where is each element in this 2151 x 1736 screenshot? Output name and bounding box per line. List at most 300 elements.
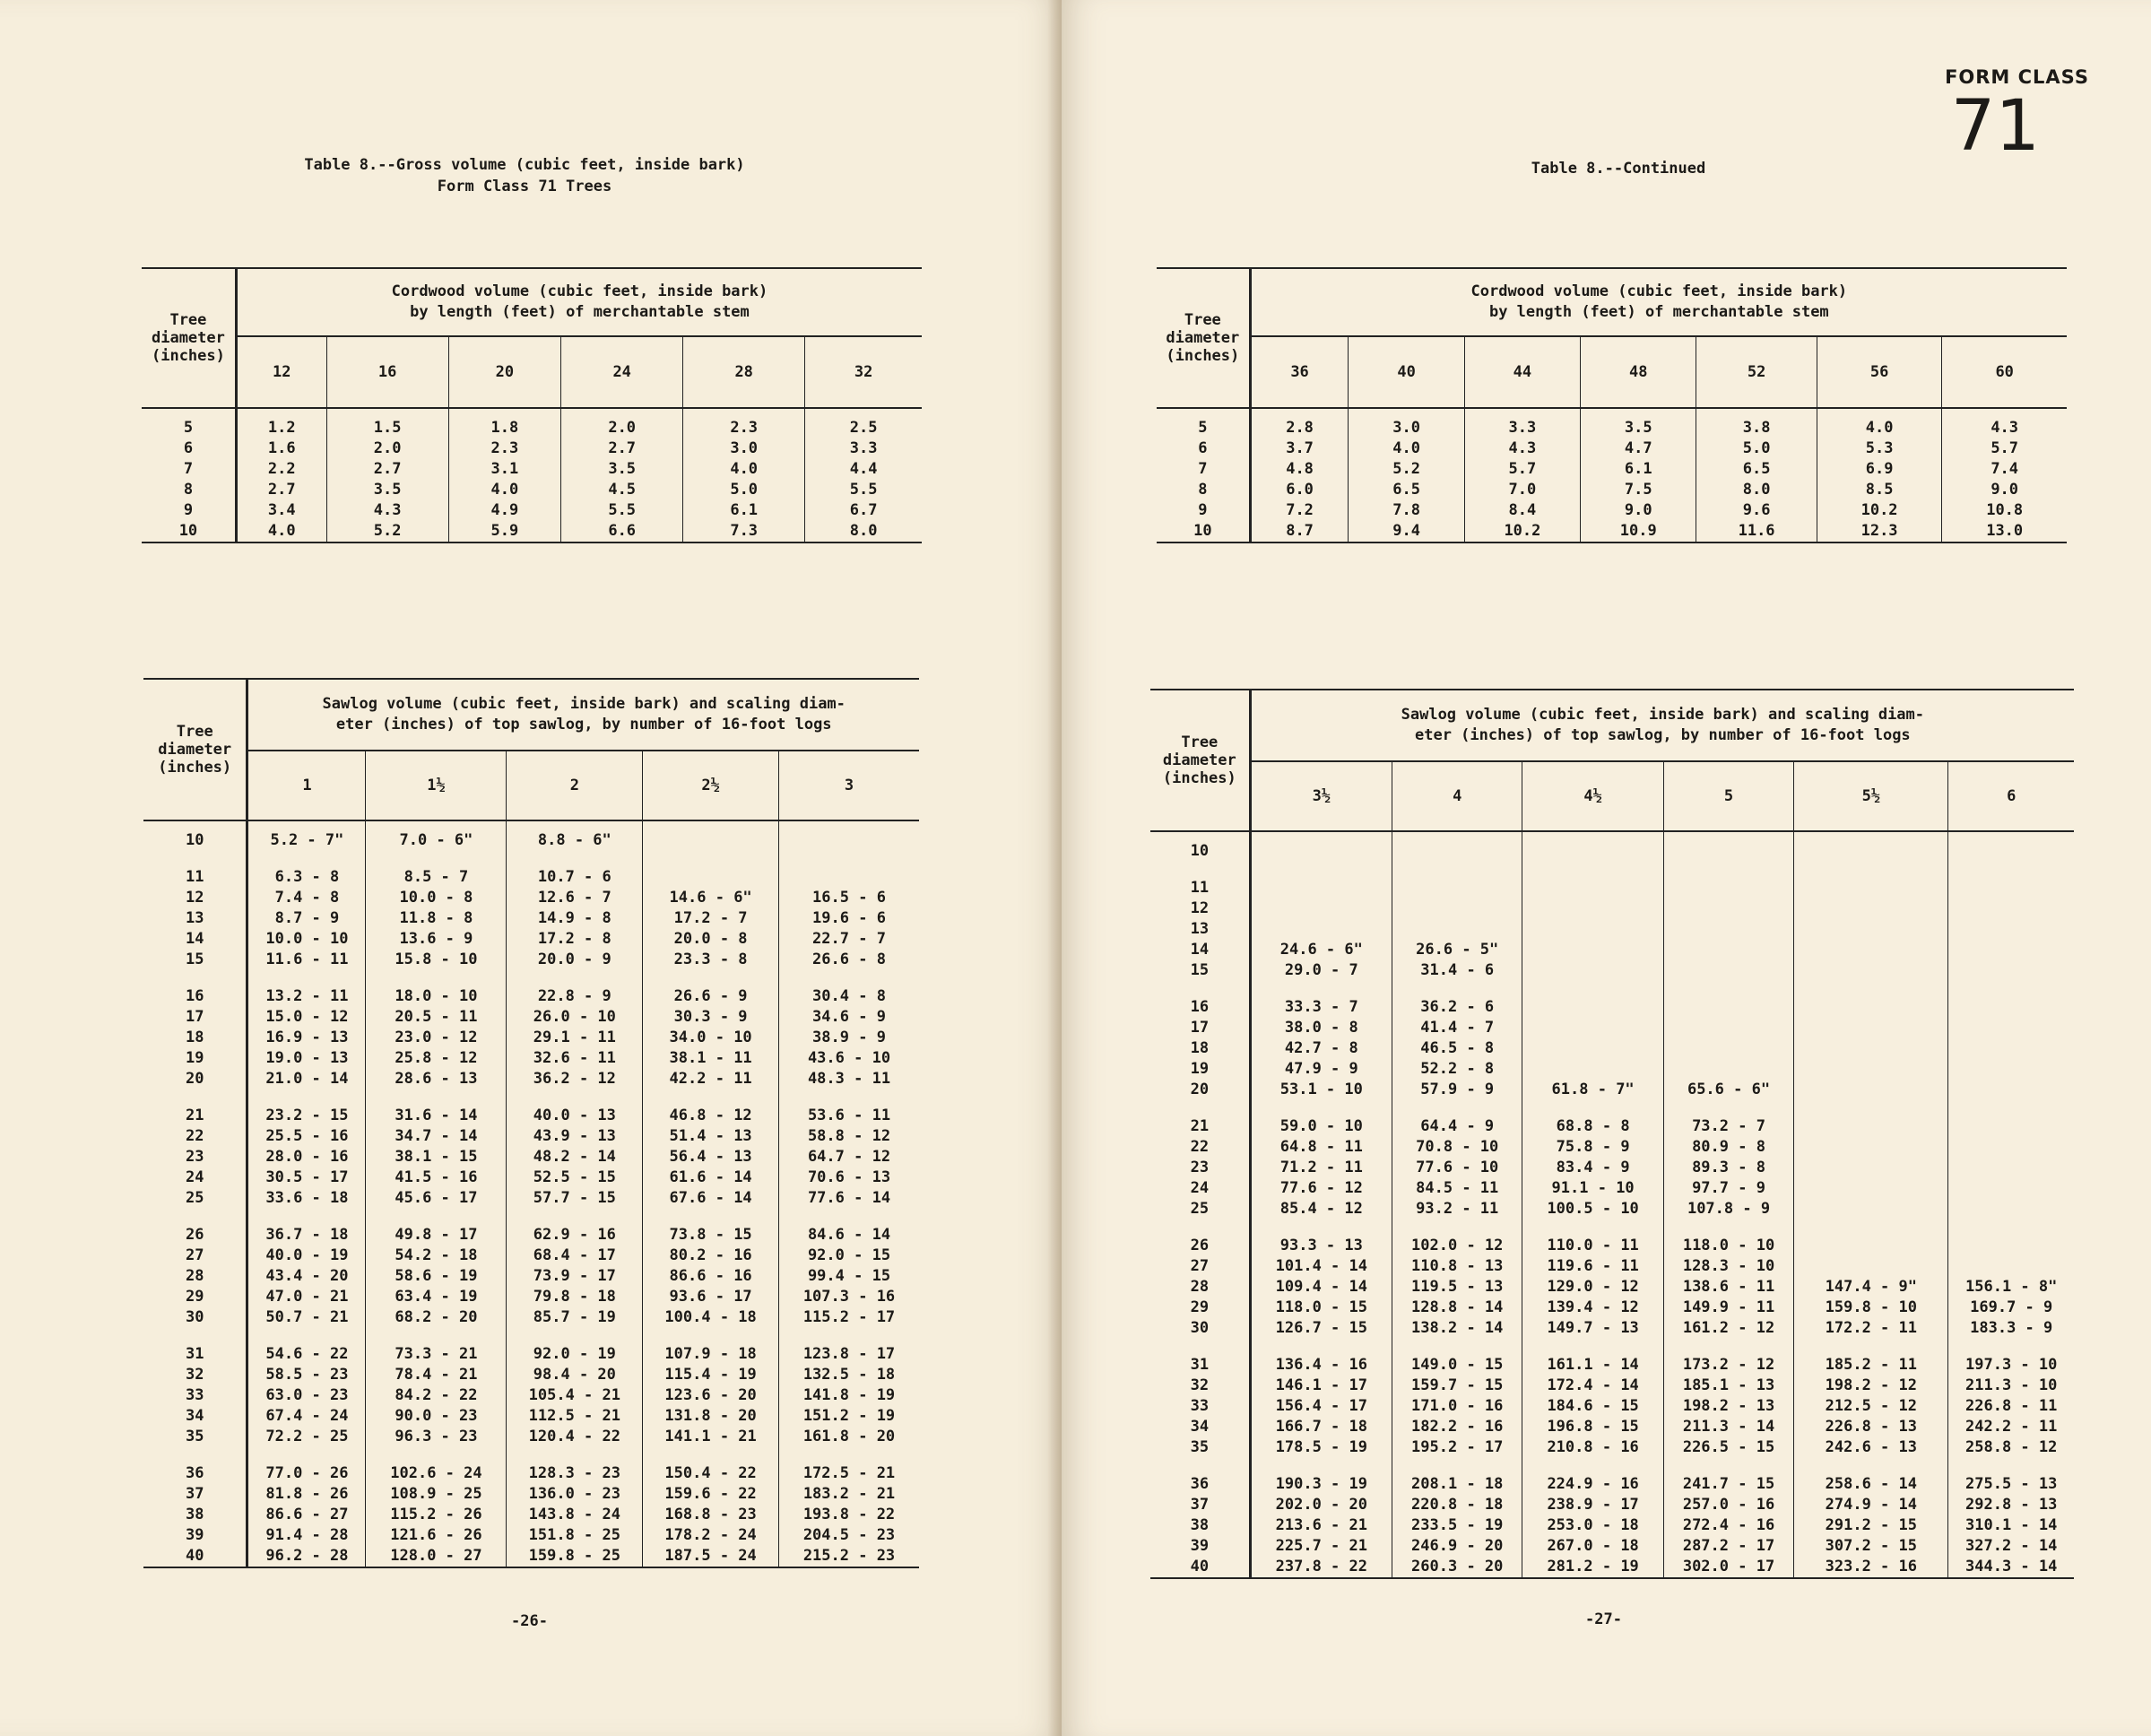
row-header-tree-diameter: Tree diameter (inches) [1157, 268, 1250, 408]
tree-diameter-cell: 36 [143, 1463, 247, 1484]
volume-cell: 101.4 - 14 [1275, 1257, 1367, 1275]
volume-cell: 52.2 - 8 [1392, 1059, 1522, 1080]
column-header: 48 [1581, 336, 1696, 408]
column-header: 12 [236, 336, 326, 408]
volume-cell: 11.6 [1696, 521, 1817, 542]
volume-cell: 242.6 - 13 [1794, 1437, 1948, 1458]
spacer-cell [1948, 1220, 2074, 1236]
spacer-cell [507, 1209, 643, 1225]
volume-cell: 151.8 - 25 [507, 1525, 643, 1546]
tree-diameter-cell: 16 [1150, 997, 1250, 1018]
volume-cell: 5.5 [561, 500, 683, 521]
spacer-cell [247, 970, 366, 986]
spacer-cell [1250, 981, 1392, 997]
column-header: 28 [683, 336, 805, 408]
volume-cell: 38.1 - 11 [643, 1048, 779, 1069]
table-row [1150, 1396, 2074, 1417]
spacer-cell [1794, 981, 1948, 997]
volume-cell [1794, 919, 1948, 940]
table-row [143, 908, 919, 929]
spacer-cell [1794, 862, 1948, 878]
volume-cell [1522, 919, 1663, 940]
volume-cell: 67.4 - 24 [265, 1407, 349, 1425]
tree-diameter-cell: 11 [143, 867, 247, 888]
volume-cell: 16.9 - 13 [265, 1029, 349, 1046]
volume-cell: 2.0 [561, 408, 683, 438]
spacer-cell [1150, 1458, 1250, 1474]
spacer-cell [1948, 981, 2074, 997]
volume-cell: 59.0 - 10 [1279, 1117, 1363, 1135]
volume-cell: 1.5 [326, 408, 448, 438]
page-number: -26- [511, 1612, 548, 1630]
volume-cell: 6.7 [805, 500, 922, 521]
volume-cell: 42.7 - 8 [1284, 1039, 1358, 1057]
row-group-spacer [1150, 862, 2074, 878]
volume-cell: 72.2 - 25 [265, 1428, 349, 1445]
tree-diameter-cell: 15 [143, 950, 247, 970]
volume-cell: 2.7 [267, 481, 296, 499]
volume-cell: 107.3 - 16 [779, 1287, 920, 1307]
volume-cell [1663, 1038, 1793, 1059]
volume-cell: 70.6 - 13 [779, 1167, 920, 1188]
table-row [1150, 1080, 2074, 1100]
tree-diameter-cell: 9 [1157, 500, 1250, 521]
volume-cell: 4.0 [448, 480, 561, 500]
table-row [1157, 521, 2067, 542]
volume-cell: 6.1 [1581, 459, 1696, 480]
volume-cell: 10.0 - 10 [265, 930, 349, 948]
volume-cell [1522, 1018, 1663, 1038]
table-row [143, 888, 919, 908]
tree-diameter-cell: 31 [1150, 1355, 1250, 1376]
table-row [1150, 997, 2074, 1018]
volume-cell [1522, 940, 1663, 960]
tree-diameter-cell: 17 [1150, 1018, 1250, 1038]
volume-cell [1948, 1059, 2074, 1080]
volume-cell: 62.9 - 16 [507, 1225, 643, 1246]
spacer-cell [366, 851, 507, 867]
row-header-tree-diameter: Tree diameter (inches) [143, 679, 247, 820]
volume-cell: 307.2 - 15 [1794, 1536, 1948, 1557]
tree-diameter-cell: 26 [143, 1225, 247, 1246]
volume-cell: 31.4 - 6 [1392, 960, 1522, 981]
volume-cell: 7.3 [683, 521, 805, 542]
volume-cell [1663, 997, 1793, 1018]
table-row [142, 408, 922, 438]
volume-cell [1794, 1038, 1948, 1059]
spacer-cell [1794, 1220, 1948, 1236]
volume-cell: 128.8 - 14 [1392, 1298, 1522, 1318]
volume-cell: 84.6 - 14 [779, 1225, 920, 1246]
volume-cell: 6.1 [683, 500, 805, 521]
volume-cell [1948, 1116, 2074, 1137]
volume-cell: 34.7 - 14 [366, 1126, 507, 1147]
volume-cell: 99.4 - 15 [779, 1266, 920, 1287]
volume-cell: 23.0 - 12 [366, 1028, 507, 1048]
tree-diameter-cell: 21 [1150, 1116, 1250, 1137]
tree-diameter-cell: 39 [1150, 1536, 1250, 1557]
volume-cell: 5.2 [326, 521, 448, 542]
volume-cell: 86.6 - 27 [265, 1506, 349, 1523]
tree-diameter-cell: 37 [143, 1484, 247, 1505]
volume-cell: 159.8 - 10 [1794, 1298, 1948, 1318]
volume-cell: 258.6 - 14 [1794, 1474, 1948, 1495]
volume-cell: 267.0 - 18 [1522, 1536, 1663, 1557]
volume-cell: 281.2 - 19 [1522, 1557, 1663, 1578]
spacer-cell [143, 1328, 247, 1344]
volume-cell: 220.8 - 18 [1392, 1495, 1522, 1515]
volume-cell: 34.0 - 10 [643, 1028, 779, 1048]
volume-cell: 30.3 - 9 [643, 1007, 779, 1028]
volume-cell: 96.2 - 28 [247, 1546, 366, 1567]
volume-cell: 178.2 - 24 [643, 1525, 779, 1546]
volume-cell: 108.9 - 25 [366, 1484, 507, 1505]
volume-cell: 105.4 - 21 [507, 1385, 643, 1406]
volume-cell: 4.0 [1817, 408, 1942, 438]
table-row [1150, 1495, 2074, 1515]
volume-cell [1948, 1178, 2074, 1199]
volume-cell [643, 867, 779, 888]
volume-cell: 183.2 - 21 [779, 1484, 920, 1505]
volume-cell: 8.0 [1696, 480, 1817, 500]
volume-cell: 2.7 [561, 438, 683, 459]
volume-cell: 91.1 - 10 [1522, 1178, 1663, 1199]
volume-cell: 67.6 - 14 [643, 1188, 779, 1209]
table-row [143, 1505, 919, 1525]
tree-diameter-cell: 32 [143, 1365, 247, 1385]
spacer-cell [143, 1209, 247, 1225]
column-header: 4½ [1522, 761, 1663, 831]
volume-cell: 2.0 [326, 438, 448, 459]
table-row [1150, 1298, 2074, 1318]
volume-cell [1522, 878, 1663, 898]
tree-diameter-cell: 10 [142, 521, 236, 542]
volume-cell: 1.6 [267, 439, 296, 457]
group-header: Cordwood volume (cubic feet, inside bark) by length (feet) of merchantable stem [236, 268, 922, 336]
volume-cell [1663, 831, 1793, 862]
volume-cell: 11.8 - 8 [366, 908, 507, 929]
volume-cell: 171.0 - 16 [1392, 1396, 1522, 1417]
volume-cell: 33.6 - 18 [265, 1189, 349, 1207]
column-header: 44 [1464, 336, 1580, 408]
table-row [1150, 831, 2074, 862]
table-row [1150, 1277, 2074, 1298]
volume-cell: 141.8 - 19 [779, 1385, 920, 1406]
volume-cell: 98.4 - 20 [507, 1365, 643, 1385]
volume-cell: 5.7 [1942, 438, 2067, 459]
table-row [143, 1246, 919, 1266]
volume-cell: 63.4 - 19 [366, 1287, 507, 1307]
volume-cell [1794, 898, 1948, 919]
volume-cell: 128.3 - 23 [507, 1463, 643, 1484]
volume-cell: 61.6 - 14 [643, 1167, 779, 1188]
column-header: 2 [507, 751, 643, 820]
volume-cell: 2.7 [326, 459, 448, 480]
volume-cell: 32.6 - 11 [507, 1048, 643, 1069]
spacer-cell [247, 1209, 366, 1225]
volume-cell: 45.6 - 17 [366, 1188, 507, 1209]
volume-cell: 241.7 - 15 [1663, 1474, 1793, 1495]
volume-cell: 10.9 [1581, 521, 1696, 542]
spacer-cell [507, 1089, 643, 1106]
table-row [143, 1028, 919, 1048]
volume-cell: 7.0 - 6" [366, 820, 507, 851]
spacer-cell [143, 970, 247, 986]
volume-cell: 36.2 - 12 [507, 1069, 643, 1089]
spacer-cell [779, 1447, 920, 1463]
volume-cell: 29.1 - 11 [507, 1028, 643, 1048]
volume-cell [1948, 831, 2074, 862]
spacer-cell [643, 851, 779, 867]
volume-cell: 28.6 - 13 [366, 1069, 507, 1089]
volume-cell: 149.9 - 11 [1663, 1298, 1793, 1318]
volume-cell: 10.0 - 8 [366, 888, 507, 908]
volume-cell: 197.3 - 10 [1948, 1355, 2074, 1376]
volume-cell: 91.4 - 28 [265, 1526, 349, 1544]
volume-cell: 4.3 [1942, 408, 2067, 438]
volume-cell: 46.8 - 12 [643, 1106, 779, 1126]
table-row [1150, 1236, 2074, 1256]
volume-cell: 237.8 - 22 [1250, 1557, 1392, 1578]
spacer-cell [1250, 862, 1392, 878]
volume-cell [1663, 878, 1793, 898]
volume-cell: 274.9 - 14 [1794, 1495, 1948, 1515]
volume-cell [1948, 997, 2074, 1018]
volume-cell: 172.4 - 14 [1522, 1376, 1663, 1396]
volume-cell: 136.4 - 16 [1275, 1356, 1367, 1374]
volume-cell [1948, 1256, 2074, 1277]
volume-cell: 30.5 - 17 [265, 1168, 349, 1186]
volume-cell: 17.2 - 7 [643, 908, 779, 929]
volume-cell: 172.5 - 21 [779, 1463, 920, 1484]
volume-cell: 28.0 - 16 [265, 1148, 349, 1166]
volume-cell: 71.2 - 11 [1279, 1159, 1363, 1176]
column-header: 5 [1663, 761, 1793, 831]
row-group-spacer [143, 1209, 919, 1225]
volume-cell: 25.8 - 12 [366, 1048, 507, 1069]
volume-cell: 10.2 [1464, 521, 1580, 542]
row-group-spacer [143, 1089, 919, 1106]
volume-cell [1794, 1116, 1948, 1137]
volume-cell: 80.9 - 8 [1663, 1137, 1793, 1158]
table-row [1150, 960, 2074, 981]
volume-cell: 6.3 - 8 [274, 868, 340, 886]
volume-cell [1794, 1256, 1948, 1277]
volume-cell: 7.5 [1581, 480, 1696, 500]
table-row [143, 1007, 919, 1028]
row-group-spacer [1150, 1339, 2074, 1355]
tree-diameter-cell: 25 [1150, 1199, 1250, 1220]
volume-cell: 178.5 - 19 [1275, 1438, 1367, 1456]
tree-diameter-cell: 29 [143, 1287, 247, 1307]
volume-cell: 132.5 - 18 [779, 1365, 920, 1385]
table-row [143, 1385, 919, 1406]
spacer-cell [143, 1089, 247, 1106]
volume-cell: 64.7 - 12 [779, 1147, 920, 1167]
table-row [143, 1546, 919, 1567]
volume-cell: 187.5 - 24 [643, 1546, 779, 1567]
volume-cell: 287.2 - 17 [1663, 1536, 1793, 1557]
volume-cell [1794, 1178, 1948, 1199]
table-row [143, 1344, 919, 1365]
tree-diameter-cell: 22 [143, 1126, 247, 1147]
spacer-cell [247, 851, 366, 867]
volume-cell: 96.3 - 23 [366, 1427, 507, 1447]
table-row [1150, 919, 2074, 940]
volume-cell: 52.5 - 15 [507, 1167, 643, 1188]
volume-cell: 119.5 - 13 [1392, 1277, 1522, 1298]
spacer-cell [1663, 1458, 1793, 1474]
spacer-cell [1150, 862, 1250, 878]
volume-cell: 14.9 - 8 [507, 908, 643, 929]
volume-cell: 5.5 [805, 480, 922, 500]
table-row [1150, 878, 2074, 898]
volume-cell: 16.5 - 6 [779, 888, 920, 908]
table-row [143, 1167, 919, 1188]
column-header: 6 [1948, 761, 2074, 831]
volume-cell: 10.8 [1942, 500, 2067, 521]
spacer-cell [1392, 862, 1522, 878]
volume-cell: 126.7 - 15 [1275, 1319, 1367, 1337]
table-row [1150, 1536, 2074, 1557]
spacer-cell [779, 1209, 920, 1225]
volume-cell: 8.7 - 9 [274, 909, 340, 927]
table-row [1150, 1018, 2074, 1038]
volume-cell [1794, 1080, 1948, 1100]
table-row [1157, 408, 2067, 438]
volume-cell: 5.9 [448, 521, 561, 542]
spacer-cell [779, 970, 920, 986]
volume-cell: 13.2 - 11 [265, 987, 349, 1005]
table-row [142, 480, 922, 500]
volume-cell: 17.2 - 8 [507, 929, 643, 950]
tree-diameter-cell: 14 [1150, 940, 1250, 960]
volume-cell: 147.4 - 9" [1794, 1277, 1948, 1298]
volume-cell: 161.8 - 20 [779, 1427, 920, 1447]
spacer-cell [1948, 1100, 2074, 1116]
table-row [143, 1069, 919, 1089]
volume-cell: 10.7 - 6 [507, 867, 643, 888]
volume-cell: 5.0 [683, 480, 805, 500]
tree-diameter-cell: 18 [143, 1028, 247, 1048]
spacer-cell [366, 1089, 507, 1106]
table-row [1150, 1059, 2074, 1080]
tree-diameter-cell: 5 [1157, 408, 1250, 438]
tree-diameter-cell: 10 [1157, 521, 1250, 542]
volume-cell: 169.7 - 9 [1948, 1298, 2074, 1318]
volume-cell: 19.6 - 6 [779, 908, 920, 929]
volume-cell: 8.7 [1250, 521, 1349, 542]
volume-cell: 123.6 - 20 [643, 1385, 779, 1406]
spacer-cell [507, 1447, 643, 1463]
tree-diameter-cell: 18 [1150, 1038, 1250, 1059]
volume-cell [1794, 1018, 1948, 1038]
volume-cell: 161.1 - 14 [1522, 1355, 1663, 1376]
table-row [1150, 1417, 2074, 1437]
table-row [142, 521, 922, 542]
volume-cell: 6.9 [1817, 459, 1942, 480]
volume-cell: 43.6 - 10 [779, 1048, 920, 1069]
spacer-cell [1794, 1339, 1948, 1355]
volume-cell: 2.2 [267, 460, 296, 478]
volume-cell: 2.3 [448, 438, 561, 459]
volume-cell: 257.0 - 16 [1663, 1495, 1793, 1515]
volume-cell [1392, 898, 1522, 919]
volume-cell: 20.0 - 8 [643, 929, 779, 950]
volume-cell: 208.1 - 18 [1392, 1474, 1522, 1495]
volume-cell: 15.0 - 12 [265, 1008, 349, 1026]
table-row [143, 1365, 919, 1385]
volume-cell: 253.0 - 18 [1522, 1515, 1663, 1536]
spacer-cell [143, 851, 247, 867]
volume-cell: 226.8 - 13 [1794, 1417, 1948, 1437]
table-row [1150, 1178, 2074, 1199]
volume-cell: 57.7 - 15 [507, 1188, 643, 1209]
row-group-spacer [1150, 1220, 2074, 1236]
spacer-cell [1663, 981, 1793, 997]
volume-cell: 211.3 - 14 [1663, 1417, 1793, 1437]
volume-cell [1948, 1080, 2074, 1100]
tree-diameter-cell: 23 [1150, 1158, 1250, 1178]
volume-cell: 79.8 - 18 [507, 1287, 643, 1307]
volume-cell: 109.4 - 14 [1275, 1278, 1367, 1296]
volume-cell: 291.2 - 15 [1794, 1515, 1948, 1536]
volume-cell: 80.2 - 16 [643, 1246, 779, 1266]
form-class-number: 71 [1950, 86, 2040, 167]
volume-cell: 64.8 - 11 [1279, 1138, 1363, 1156]
table-row [142, 500, 922, 521]
tree-diameter-cell: 24 [1150, 1178, 1250, 1199]
volume-cell: 3.5 [561, 459, 683, 480]
spacer-cell [643, 1328, 779, 1344]
row-group-spacer [143, 970, 919, 986]
volume-cell: 85.7 - 19 [507, 1307, 643, 1328]
volume-cell: 6.6 [561, 521, 683, 542]
volume-cell: 77.6 - 10 [1392, 1158, 1522, 1178]
tree-diameter-cell: 23 [143, 1147, 247, 1167]
row-header-tree-diameter: Tree diameter (inches) [142, 268, 236, 408]
spacer-cell [1392, 1458, 1522, 1474]
volume-cell: 344.3 - 14 [1948, 1557, 2074, 1578]
volume-cell: 196.8 - 15 [1522, 1417, 1663, 1437]
volume-cell: 112.5 - 21 [507, 1406, 643, 1427]
spacer-cell [1150, 1339, 1250, 1355]
volume-cell: 138.2 - 14 [1392, 1318, 1522, 1339]
volume-cell [1794, 1158, 1948, 1178]
volume-cell [1522, 898, 1663, 919]
volume-cell: 58.5 - 23 [265, 1366, 349, 1384]
spacer-cell [366, 1209, 507, 1225]
volume-cell: 323.2 - 16 [1794, 1557, 1948, 1578]
volume-cell: 128.0 - 27 [366, 1546, 507, 1567]
volume-cell: 26.6 - 5" [1392, 940, 1522, 960]
volume-cell: 121.6 - 26 [366, 1525, 507, 1546]
volume-cell: 48.2 - 14 [507, 1147, 643, 1167]
volume-cell: 258.8 - 12 [1948, 1437, 2074, 1458]
volume-cell: 110.8 - 13 [1392, 1256, 1522, 1277]
tree-diameter-cell: 12 [143, 888, 247, 908]
volume-cell: 11.6 - 11 [265, 950, 349, 968]
volume-cell: 68.8 - 8 [1522, 1116, 1663, 1137]
volume-cell: 31.6 - 14 [366, 1106, 507, 1126]
volume-cell: 97.7 - 9 [1663, 1178, 1793, 1199]
column-header: 2½ [643, 751, 779, 820]
volume-cell: 185.2 - 11 [1794, 1355, 1948, 1376]
table-row [142, 459, 922, 480]
tree-diameter-cell: 6 [1157, 438, 1250, 459]
volume-cell: 13.6 - 9 [366, 929, 507, 950]
table-row [143, 1525, 919, 1546]
